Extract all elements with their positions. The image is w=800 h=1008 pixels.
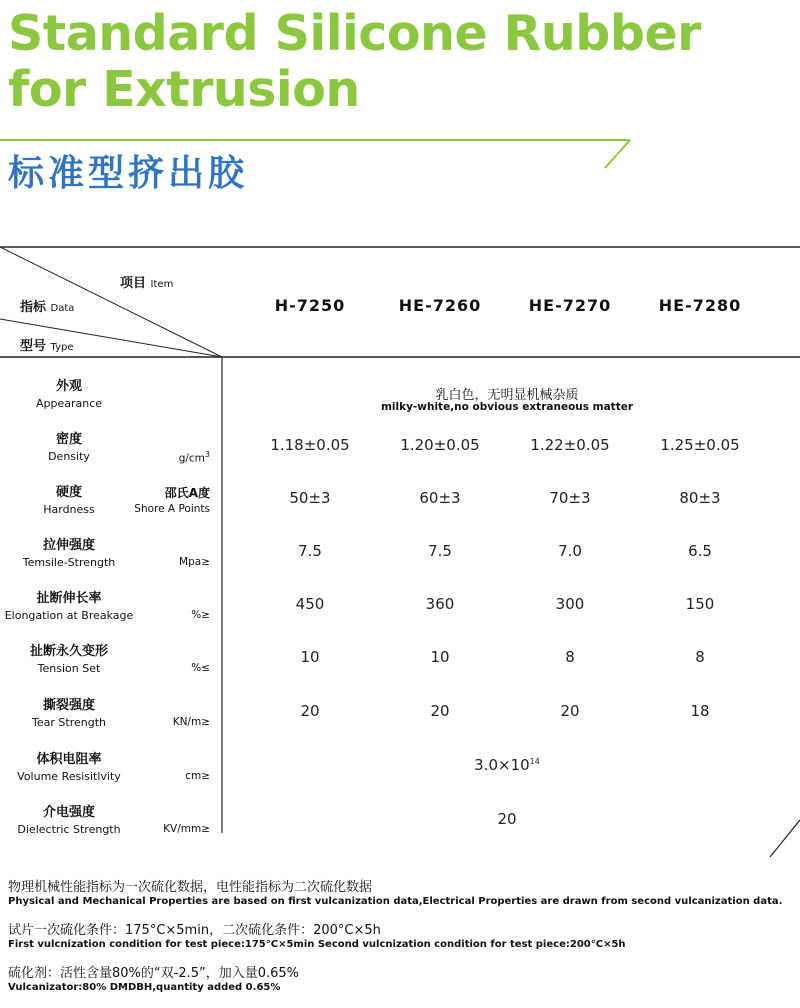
column-header-he7270: HE-7270 — [528, 296, 612, 315]
hardness-h7250: 50±3 — [289, 489, 331, 507]
column-header-he7280: HE-7280 — [658, 296, 742, 315]
hardness-he7280: 80±3 — [679, 489, 721, 507]
note-1-cn: 物理机械性能指标为一次硫化数据，电性能指标为二次硫化数据 — [8, 880, 373, 895]
row-label-hardness: 硬度 Hardness 邵氏A度 Shore A Points — [43, 485, 210, 516]
title-line-2: for Extrusion — [8, 61, 360, 118]
row-label-tension-set: 扯断永久变形 Tension Set %≤ — [29, 644, 210, 675]
tension-set-he7280: 8 — [695, 648, 705, 666]
title-line-1: Standard Silicone Rubber — [8, 5, 701, 62]
row-label-elongation: 扯断伸长率 Elongation at Breakage %≥ — [4, 591, 210, 622]
elongation-he7260: 360 — [425, 595, 455, 613]
row-label-volume-resistivity: 体积电阻率 Volume Resisitlvity cm≥ — [17, 752, 210, 783]
hardness-he7260: 60±3 — [419, 489, 461, 507]
note-1-en: Physical and Mechanical Properties are based on first vulcanization data,Electrical Properties are drawn from second vulcanization data. — [8, 896, 783, 907]
volume-resistivity-value: $3.0\times 10^{14}$ — [474, 756, 540, 774]
tensile-he7260: 7.5 — [428, 542, 452, 560]
page-title-chinese: 标准型挤出胶 — [8, 153, 249, 194]
tension-set-he7260: 10 — [430, 648, 450, 666]
elongation-he7270: 300 — [555, 595, 585, 613]
dielectric-strength-value: 20 — [497, 810, 517, 828]
row-label-tear-strength: 撕裂强度 Tear Strength KN/m≥ — [32, 698, 210, 729]
hardness-he7270: 70±3 — [549, 489, 591, 507]
note-3-en: Vulcanizator:80% DMDBH,quantity added 0.65% — [8, 982, 281, 993]
elongation-h7250: 450 — [295, 595, 325, 613]
row-label-dielectric-strength: 介电强度 Dielectric Strength KV/mm≥ — [17, 805, 210, 836]
tear-he7280: 18 — [690, 702, 710, 720]
tensile-he7270: 7.0 — [558, 542, 582, 560]
header-item-label: 项目 Item — [120, 276, 174, 291]
note-3-cn: 硫化剂：活性含量80%的“双-2.5”，加入量0.65% — [8, 966, 300, 981]
tear-h7250: 20 — [300, 702, 320, 720]
column-header-he7260: HE-7260 — [398, 296, 482, 315]
row-label-tensile-strength: 拉伸强度 Temsile-Strength Mpa≥ — [22, 538, 210, 569]
appearance-value-cn: 乳白色，无明显机械杂质 — [435, 388, 579, 403]
density-he7260: 1.20±0.05 — [400, 436, 480, 454]
tensile-h7250: 7.5 — [298, 542, 322, 560]
header-data-label: 指标 Data — [20, 300, 75, 315]
page-title — [8, 6, 701, 118]
elongation-he7280: 150 — [685, 595, 715, 613]
appearance-value-en: milky-white,no obvious extraneous matter — [380, 401, 634, 413]
note-2-cn: 试片一次硫化条件：175°C×5min，二次硫化条件：200°C×5h — [8, 923, 381, 938]
density-he7270: 1.22±0.05 — [530, 436, 610, 454]
tension-set-he7270: 8 — [565, 648, 575, 666]
tear-he7270: 20 — [560, 702, 580, 720]
column-header-h7250: H-7250 — [274, 296, 346, 315]
density-he7280: 1.25±0.05 — [660, 436, 740, 454]
note-2-en: First vulcnization condition for test piece:175°C×5min Second vulcnization condition for test piece:200°C×5h — [8, 939, 626, 950]
row-label-appearance: 外观 Appearance — [35, 379, 103, 410]
tear-he7260: 20 — [430, 702, 450, 720]
density-h7250: 1.18±0.05 — [270, 436, 350, 454]
row-label-density: 密度 Density $g/cm^3$ — [48, 432, 210, 465]
tensile-he7280: 6.5 — [688, 542, 712, 560]
tension-set-h7250: 10 — [300, 648, 320, 666]
header-type-label: 型号 Type — [20, 339, 74, 354]
